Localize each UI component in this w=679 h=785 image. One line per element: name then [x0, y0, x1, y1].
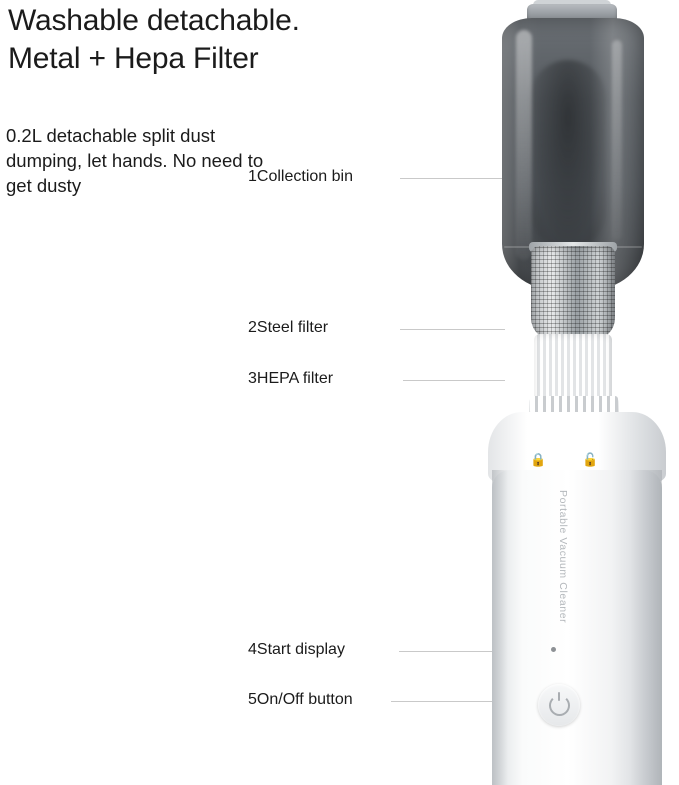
power-icon — [549, 695, 570, 716]
power-button[interactable] — [538, 684, 580, 726]
lock-open-icon: 🔓 — [582, 452, 599, 467]
dust-bin-highlight-right — [612, 40, 622, 240]
page-title — [8, 2, 428, 78]
callout-2-steel-filter — [248, 319, 328, 337]
callout-1-label: Collection bin — [256, 168, 353, 185]
callout-5-on-off-button — [248, 691, 353, 709]
callout-3-hepa-filter — [248, 370, 333, 388]
product-illustration — [430, 0, 679, 785]
vacuum-body-shadow-right — [630, 470, 662, 785]
vacuum-body-shadow-left — [492, 470, 508, 785]
steel-filter-mesh — [531, 246, 615, 340]
callout-3-number: 3 — [248, 370, 257, 387]
callout-2-number: 2 — [248, 319, 257, 336]
callout-5-number: 5 — [248, 691, 257, 708]
callout-1-number: 1 — [248, 168, 257, 185]
dust-bin-highlight-left — [516, 30, 532, 260]
lock-closed-icon: 🔒 — [530, 452, 547, 467]
start-display-indicator — [551, 647, 556, 652]
page-title-line2: Metal + Hepa Filter — [8, 42, 259, 75]
callout-4-start-display — [248, 641, 345, 659]
callout-2-label: Steel filter — [256, 319, 329, 336]
callout-1-collection-bin — [248, 168, 353, 186]
product-brand-text: Portable Vacuum Cleaner — [557, 490, 569, 624]
callout-5-label: On/Off button — [256, 691, 353, 708]
callout-4-label: Start display — [256, 641, 345, 658]
dust-bin-interior-shading — [530, 60, 606, 250]
callout-3-label: HEPA filter — [256, 370, 334, 387]
callout-4-number: 4 — [248, 641, 257, 658]
description-text: 0.2L detachable split dust dumping, let hands. No need to get dusty — [6, 125, 264, 196]
page-title-line1: Washable detachable. — [8, 4, 300, 37]
